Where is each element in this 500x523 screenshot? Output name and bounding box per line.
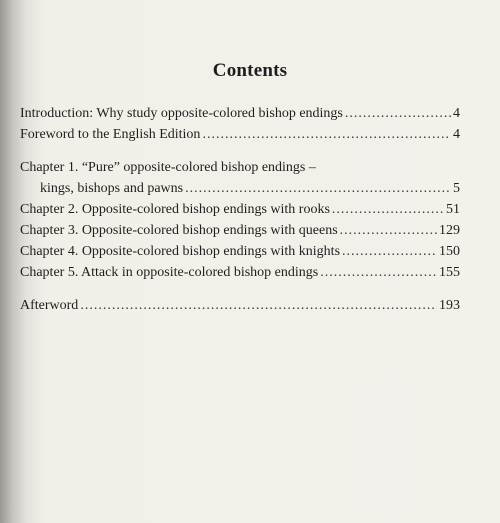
toc-entry-label: Chapter 3. Opposite-colored bishop endings with queens [20,223,338,238]
toc-entry-page: 155 [439,265,460,280]
toc-entry-page: 193 [439,298,460,313]
toc-entry-afterword [20,298,460,319]
toc-entry-page: 51 [446,202,460,217]
toc-entry-chapter-1 [20,160,460,181]
dot-leader [345,106,451,122]
dot-leader [332,202,444,218]
toc-entry-chapter-1-continued [20,181,460,202]
dot-leader [80,298,437,314]
toc-entry-label: Chapter 5. Attack in opposite-colored bishop endings [20,265,319,280]
toc-entry-page: 150 [439,244,460,259]
toc-entry-label: Chapter 4. Opposite-colored bishop endings with knights [20,244,341,259]
toc-entry-label: kings, bishops and pawns [40,181,184,196]
toc-entry-chapter-4 [20,244,460,265]
toc-entry-label: Introduction: Why study opposite-colored bishop endings [20,106,343,121]
toc-entry-label: Afterword [20,298,79,313]
dot-leader [185,181,451,197]
toc-entry-chapter-3 [20,223,460,244]
toc-entry-chapter-5 [20,265,460,286]
toc-entry-label: Foreword to the English Edition [20,127,201,142]
page-title: Contents [212,60,288,81]
toc-entry-chapter-2 [20,202,460,223]
toc-entry-foreword [20,127,460,148]
dot-leader [340,223,437,239]
dot-leader [202,127,451,143]
toc-entry-label: Chapter 1. “Pure” opposite-colored bishop endings – [20,160,316,175]
toc-entry-page: 4 [453,127,460,142]
toc-entry-introduction [20,106,460,127]
toc-entry-page: 129 [439,223,460,238]
toc-entry-page: 5 [453,181,460,196]
table-of-contents [20,106,460,319]
toc-entry-label: Chapter 2. Opposite-colored bishop endings with rooks [20,202,330,217]
dot-leader [320,265,437,281]
dot-leader [342,244,437,260]
toc-entry-page: 4 [453,106,460,121]
